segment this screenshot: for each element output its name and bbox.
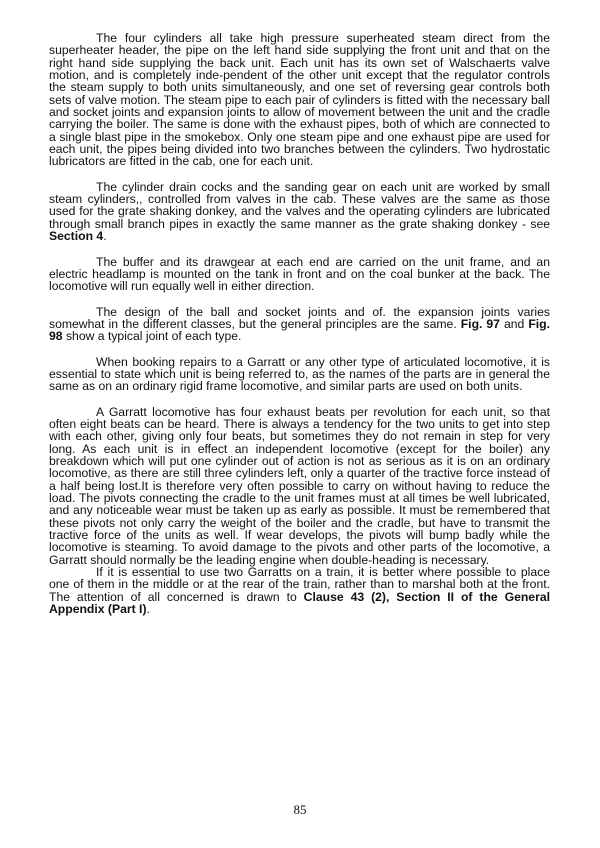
page-number: 85 <box>293 802 307 817</box>
paragraph-text: . <box>146 602 150 617</box>
paragraph-text: If it is essential to use two Garratts on a train, it is better where possible to place one of them in the middle or at the rear of the train, rather than to marshal both at the front. The attention of all concerned is drawn to <box>49 565 550 604</box>
paragraph-text: The buffer and its drawgear at each end are carried on the unit frame, and an electric headlamp is mounted on the tank in front and on the coal bunker at the back. The locomotive will run equally well in either direction. <box>49 254 550 294</box>
paragraph-text: show a typical joint of each type. <box>62 329 242 344</box>
paragraph-drain-cocks <box>49 181 550 243</box>
paragraph-repairs <box>49 356 550 393</box>
clause-reference: Clause 43 (2), Section II of the General Appendix (Part I) <box>49 589 550 617</box>
paragraph-exhaust-beats <box>49 406 550 566</box>
section-reference: Section 4 <box>49 229 104 244</box>
paragraph-text: The cylinder drain cocks and the sanding gear on each unit are worked by small steam cylinders,, controlled from valves in the cab. These valves are the same as those used for the grate shaking donkey, and the valves and the operating cylinders are lubricated through small branch pipes in exactly the same manner as the grate shaking donkey - see <box>49 179 550 231</box>
paragraph-text: When booking repairs to a Garratt or any other type of articulated locomotive, it is essential to state which unit is being referred to, as the names of the parts are in general the same as on an ordinary rigid frame locomotive, and similar parts are used on both units. <box>49 354 550 394</box>
paragraph-two-garratts <box>49 566 550 615</box>
paragraph-joints <box>49 306 550 343</box>
figure-reference: Fig. 97 <box>460 316 500 331</box>
paragraph-text: A Garratt locomotive has four exhaust beats per revolution for each unit, so that often eight beats can be heard. There is always a tendency for the two units to get into step with each other, giving only four beats, but sometimes they do not remain in step for very long. As each unit is in effect an independent locomotive (except for the boiler) any breakdown which will put one cylinder out of action is not as serious as it is on an ordinary locomotive, as there are still three cylinders left, only a quarter of the tractive force instead of a half being lost.It is therefore very often possible to carry on without having to reduce the load. The pivots connecting the cradle to the unit frames must at all times be well lubricated, and any noticeable wear must be taken up as early as possible. It must be remembered that these pivots not only carry the weight of the boiler and the cradle, but have to transmit the tractive force of the units as well. If wear develops, the pivots will bump badly while the locomotive is steaming. To avoid damage to the pivots and other parts of the locomotive, a Garratt should normally be the leading engine when double-heading is necessary. <box>49 404 550 567</box>
paragraph-text: . <box>103 229 107 244</box>
paragraph-buffer <box>49 256 550 293</box>
figure-reference: Fig. 98 <box>49 316 550 344</box>
body-text <box>49 32 550 628</box>
paragraph-text: and <box>499 316 529 331</box>
paragraph-text: The four cylinders all take high pressure superheated steam direct from the superheater header, the pipe on the left hand side supplying the front unit and that on the right hand side supplying the back unit. Each unit has its own set of Walschaerts valve motion, and is completely inde-pendent of the other unit except that the regulator controls the steam supply to both units simultaneously, and one set of reversing gear controls both sets of valve motion. The steam pipe to each pair of cylinders is fitted with the necessary ball and socket joints and expansion joints to allow of movement between the unit and the cradle carrying the boiler. The same is done with the exhaust pipes, both of which are connected to a single blast pipe in the smokebox. Only one steam pipe and one exhaust pipe are used for each unit, the pipes being divided into two branches between the cylinders. Two hydrostatic lubricators are fitted in the cab, one for each unit. <box>49 31 550 169</box>
paragraph-cylinders <box>49 32 550 168</box>
paragraph-text: The design of the ball and socket joints and of. the expansion joints varies somewhat in the different classes, but the general principles are the same. <box>49 304 550 331</box>
